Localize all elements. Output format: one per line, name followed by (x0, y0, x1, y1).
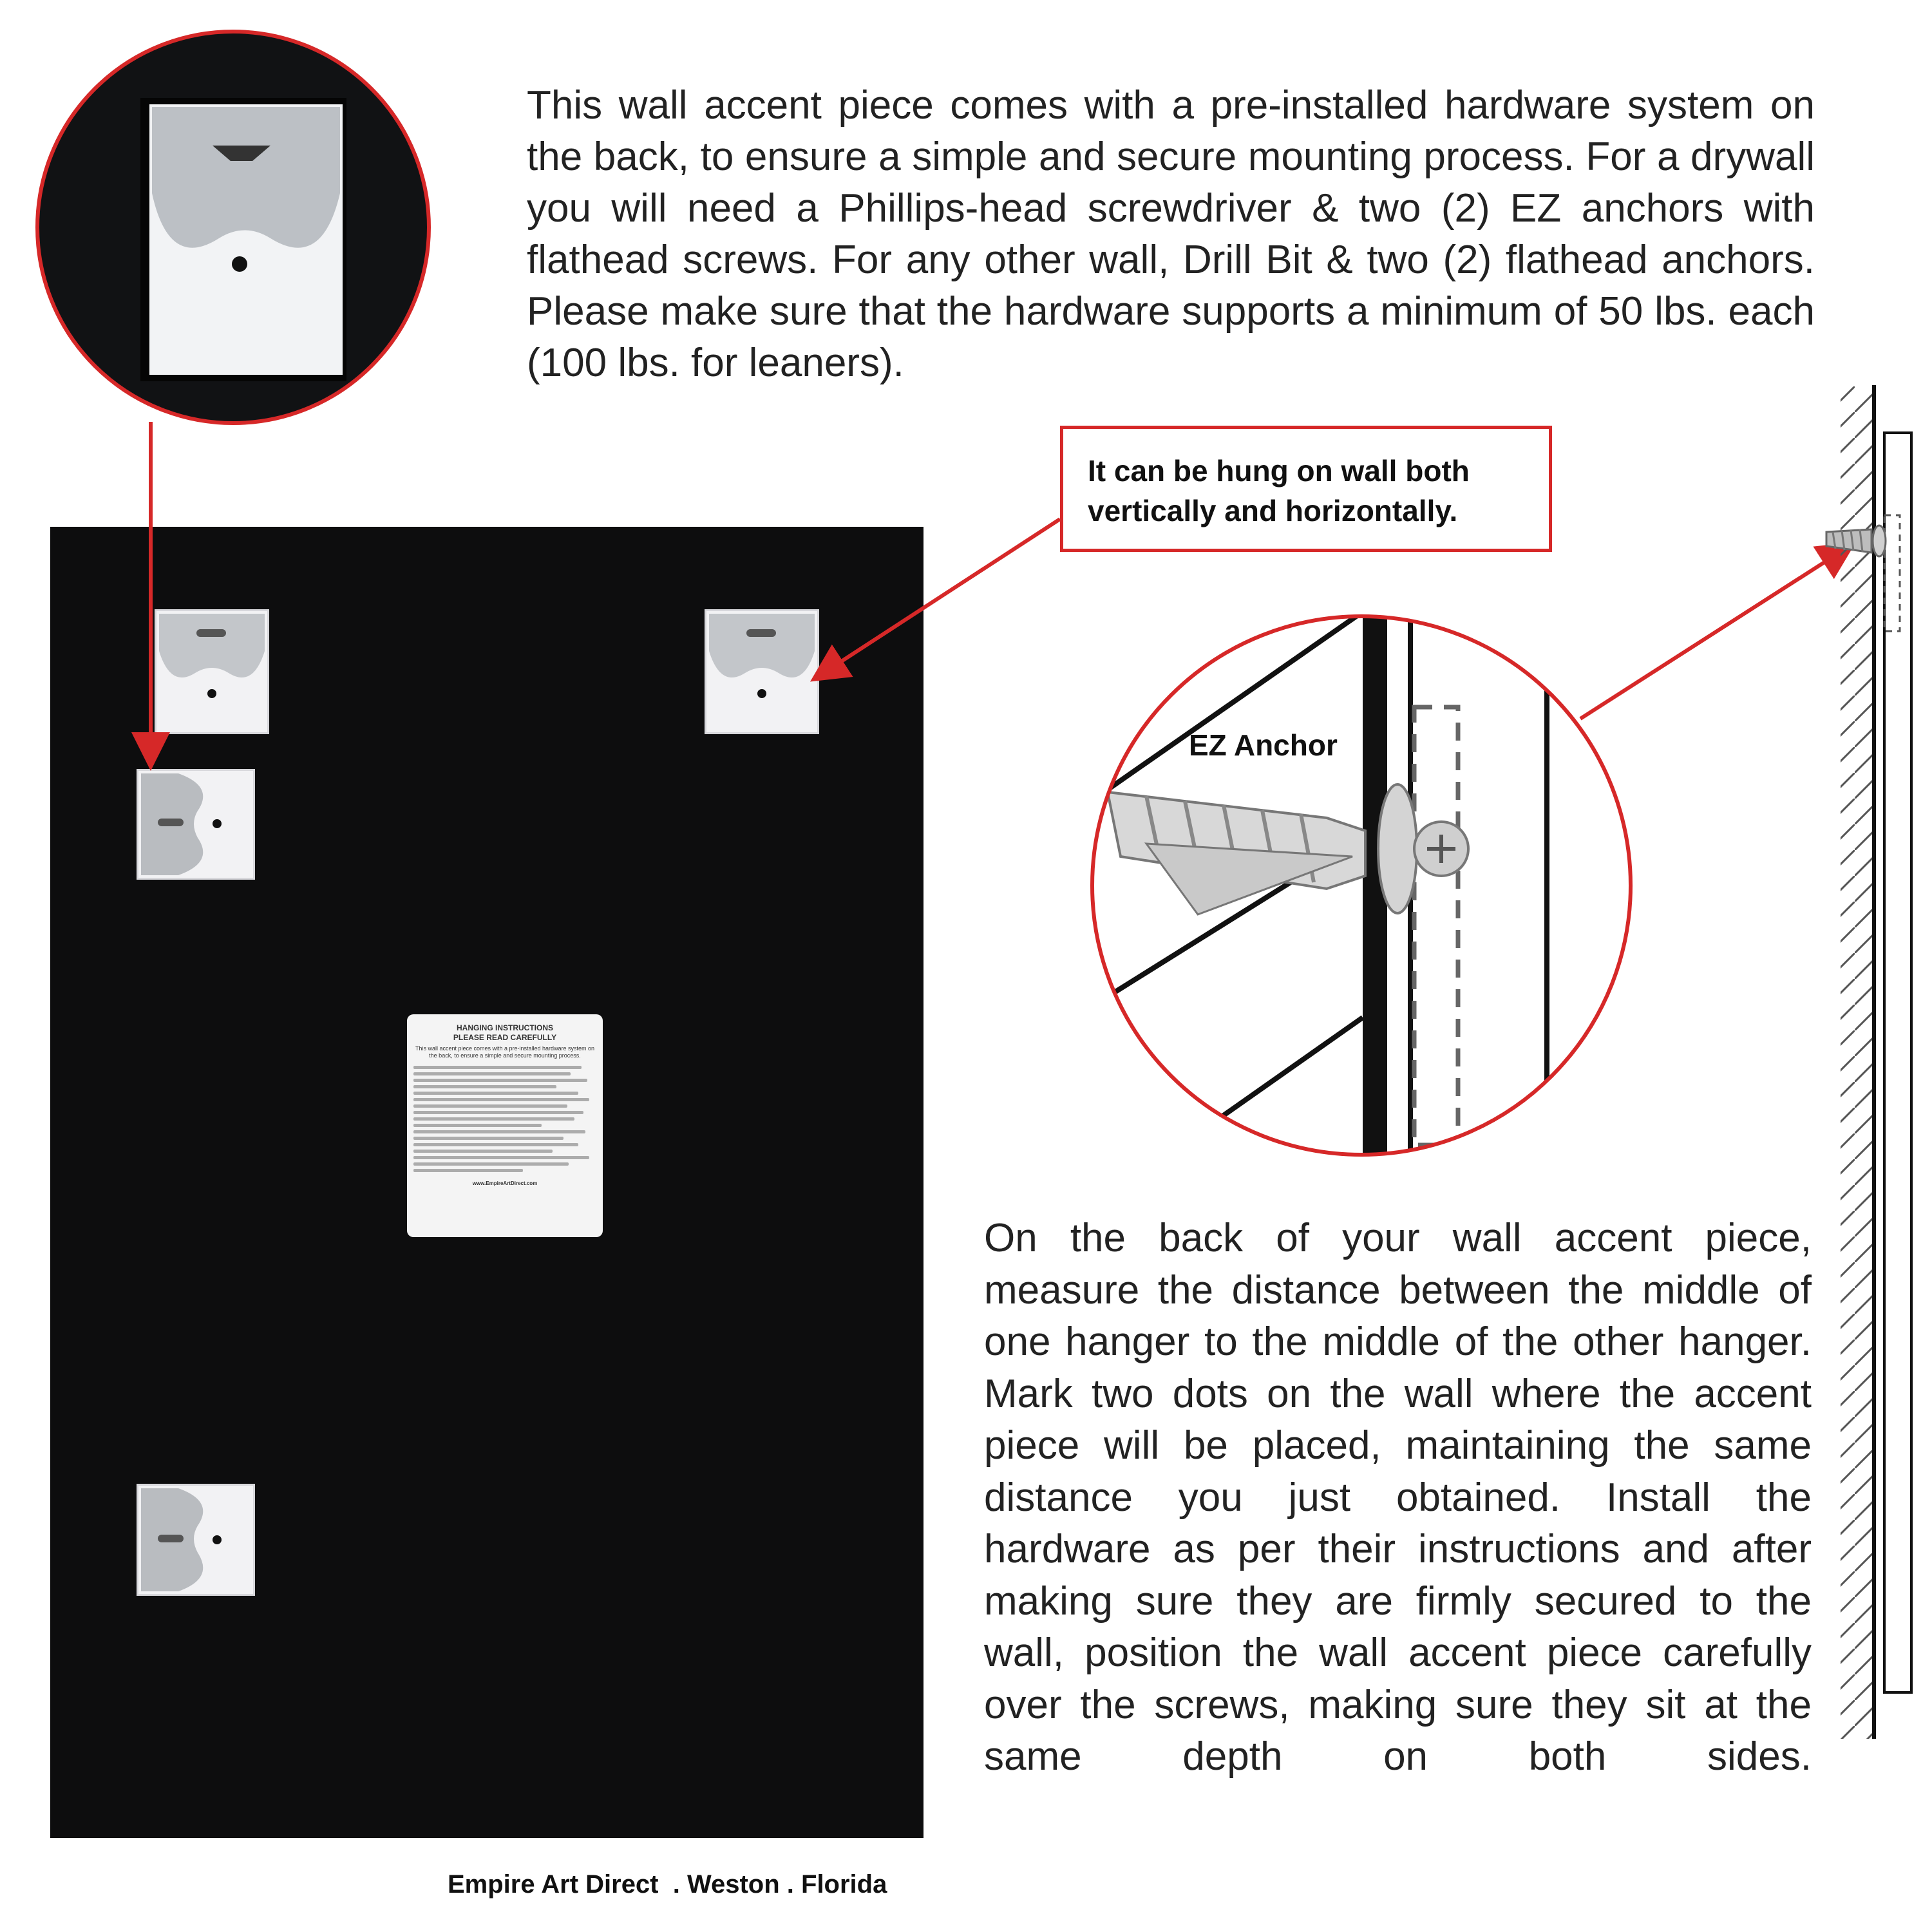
label-subtitle: This wall accent piece comes with a pre-installed hardware system on the back, to ensure a simple and secure mounting process. (415, 1045, 595, 1059)
company-footer: Empire Art Direct . Weston . Florida (448, 1870, 887, 1899)
hanger-zoom-circle (26, 26, 451, 438)
ez-anchor-label: EZ Anchor (1189, 728, 1338, 762)
callout-line-2: vertically and horizontally. (1088, 494, 1458, 527)
label-title-2: PLEASE READ CAREFULLY (453, 1033, 557, 1042)
mounting-instructions: On the back of your wall accent piece, measure the distance between the middle of one hanger to the middle of the other hanger. Mark two dots on the wall where the accent piece will be placed, maintaining the same distance you just obtained. Install the hardware as per their instructions and after making sure they are firmly secured to the wall, position the wall accent piece carefully over the screws, making sure they sit at the same depth on both sides. (984, 1216, 1812, 1779)
callout-line-1: It can be hung on wall both (1088, 454, 1470, 488)
wall-cross-section (1826, 385, 1911, 1739)
arrow-to-hanger (817, 519, 1060, 677)
intro-paragraph: This wall accent piece comes with a pre-installed hardware system on the back, to ensure a simple and secure mounting process. For a drywall you will need a Phillips-head screwdriver & two (2) EZ anchors with flathead screws. For any other wall, Drill Bit & two (2) flathead anchors. Please make sure that the hardware supports a minimum of 50 lbs. each (100 lbs. for leaners). (527, 83, 1815, 385)
label-website: www.EmpireArtDirect.com (472, 1180, 538, 1186)
orientation-callout (1060, 426, 1552, 552)
label-title-1: HANGING INSTRUCTIONS (457, 1023, 553, 1032)
arrow-to-wall-screw (1580, 546, 1850, 719)
